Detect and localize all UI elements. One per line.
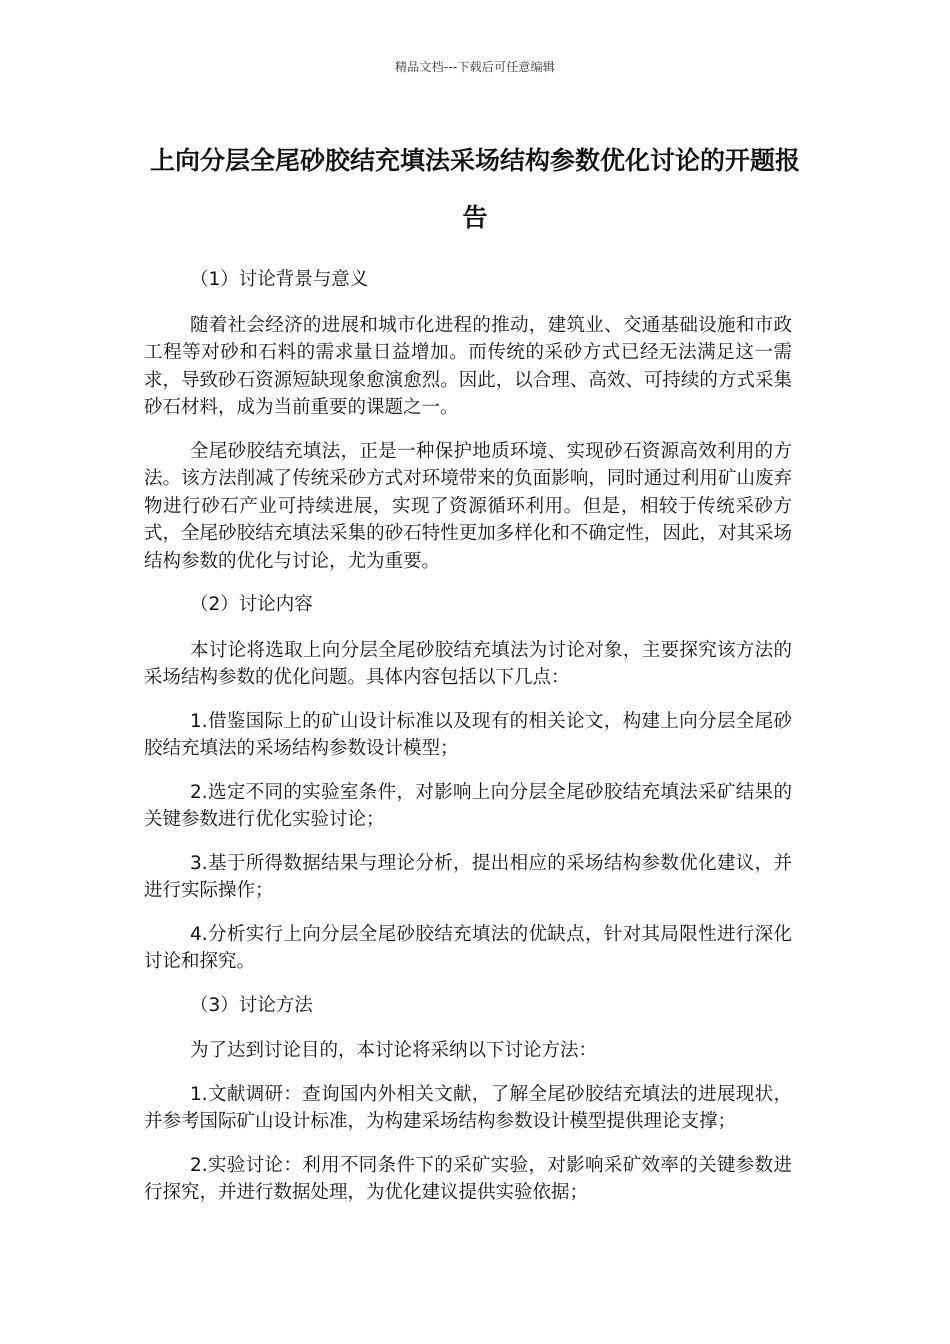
section-content — [144, 591, 792, 976]
paragraph: 全尾砂胶结充填法，正是一种保护地质环境、实现砂石资源高效利用的方法。该方法削减了传统采砂方式对环境带来的负面影响，同时通过利用矿山废弃物进行砂石产业可持续进展，实现了资源循环利用。但是，相较于传统采砂方式，全尾砂胶结充填法采集的砂石特性更加多样化和不确定性，因此，对其采场结构参数的优化与讨论，尤为重要。 — [144, 440, 792, 572]
page-title: 上向分层全尾砂胶结充填法采场结构参数优化讨论的开题报告 — [149, 146, 800, 232]
list-item: 2.选定不同的实验室条件，对影响上向分层全尾砂胶结充填法采矿结果的关键参数进行优化实验讨论； — [144, 781, 792, 830]
section-heading: （2）讨论内容 — [190, 594, 313, 615]
section-heading: （3）讨论方法 — [190, 994, 313, 1016]
section-background — [144, 266, 792, 575]
document-body — [144, 266, 792, 1223]
section-method — [144, 992, 792, 1207]
paragraph: 随着社会经济的进展和城市化进程的推动，建筑业、交通基础设施和市政工程等对砂和石料的需求量日益增加。而传统的采砂方式已经无法满足这一需求，导致砂石资源短缺现象愈演愈烈。因此，以合理、高效、可持续的方式采集砂石材料，成为当前重要的课题之一。 — [144, 314, 792, 418]
header-note: 精品文档---下载后可任意编辑 — [395, 60, 555, 74]
list-item: 2.实验讨论：利用不同条件下的采矿实验，对影响采矿效率的关键参数进行探究，并进行数据处理，为优化建议提供实验依据； — [144, 1154, 792, 1203]
list-item: 1.借鉴国际上的矿山设计标准以及现有的相关论文，构建上向分层全尾砂胶结充填法的采场结构参数设计模型； — [144, 710, 792, 759]
list-item: 3.基于所得数据结果与理论分析，提出相应的采场结构参数优化建议，并进行实际操作； — [144, 852, 792, 901]
list-item: 4.分析实行上向分层全尾砂胶结充填法的优缺点，针对其局限性进行深化讨论和探究。 — [144, 923, 792, 972]
paragraph: 本讨论将选取上向分层全尾砂胶结充填法为讨论对象，主要探究该方法的采场结构参数的优化问题。具体内容包括以下几点： — [144, 639, 792, 688]
section-heading: （1）讨论背景与意义 — [190, 269, 369, 290]
list-item: 1.文献调研：查询国内外相关文献，了解全尾砂胶结充填法的进展现状，并参考国际矿山设计标准，为构建采场结构参数设计模型提供理论支撑； — [144, 1083, 792, 1132]
paragraph: 为了达到讨论目的，本讨论将采纳以下讨论方法： — [190, 1040, 598, 1061]
